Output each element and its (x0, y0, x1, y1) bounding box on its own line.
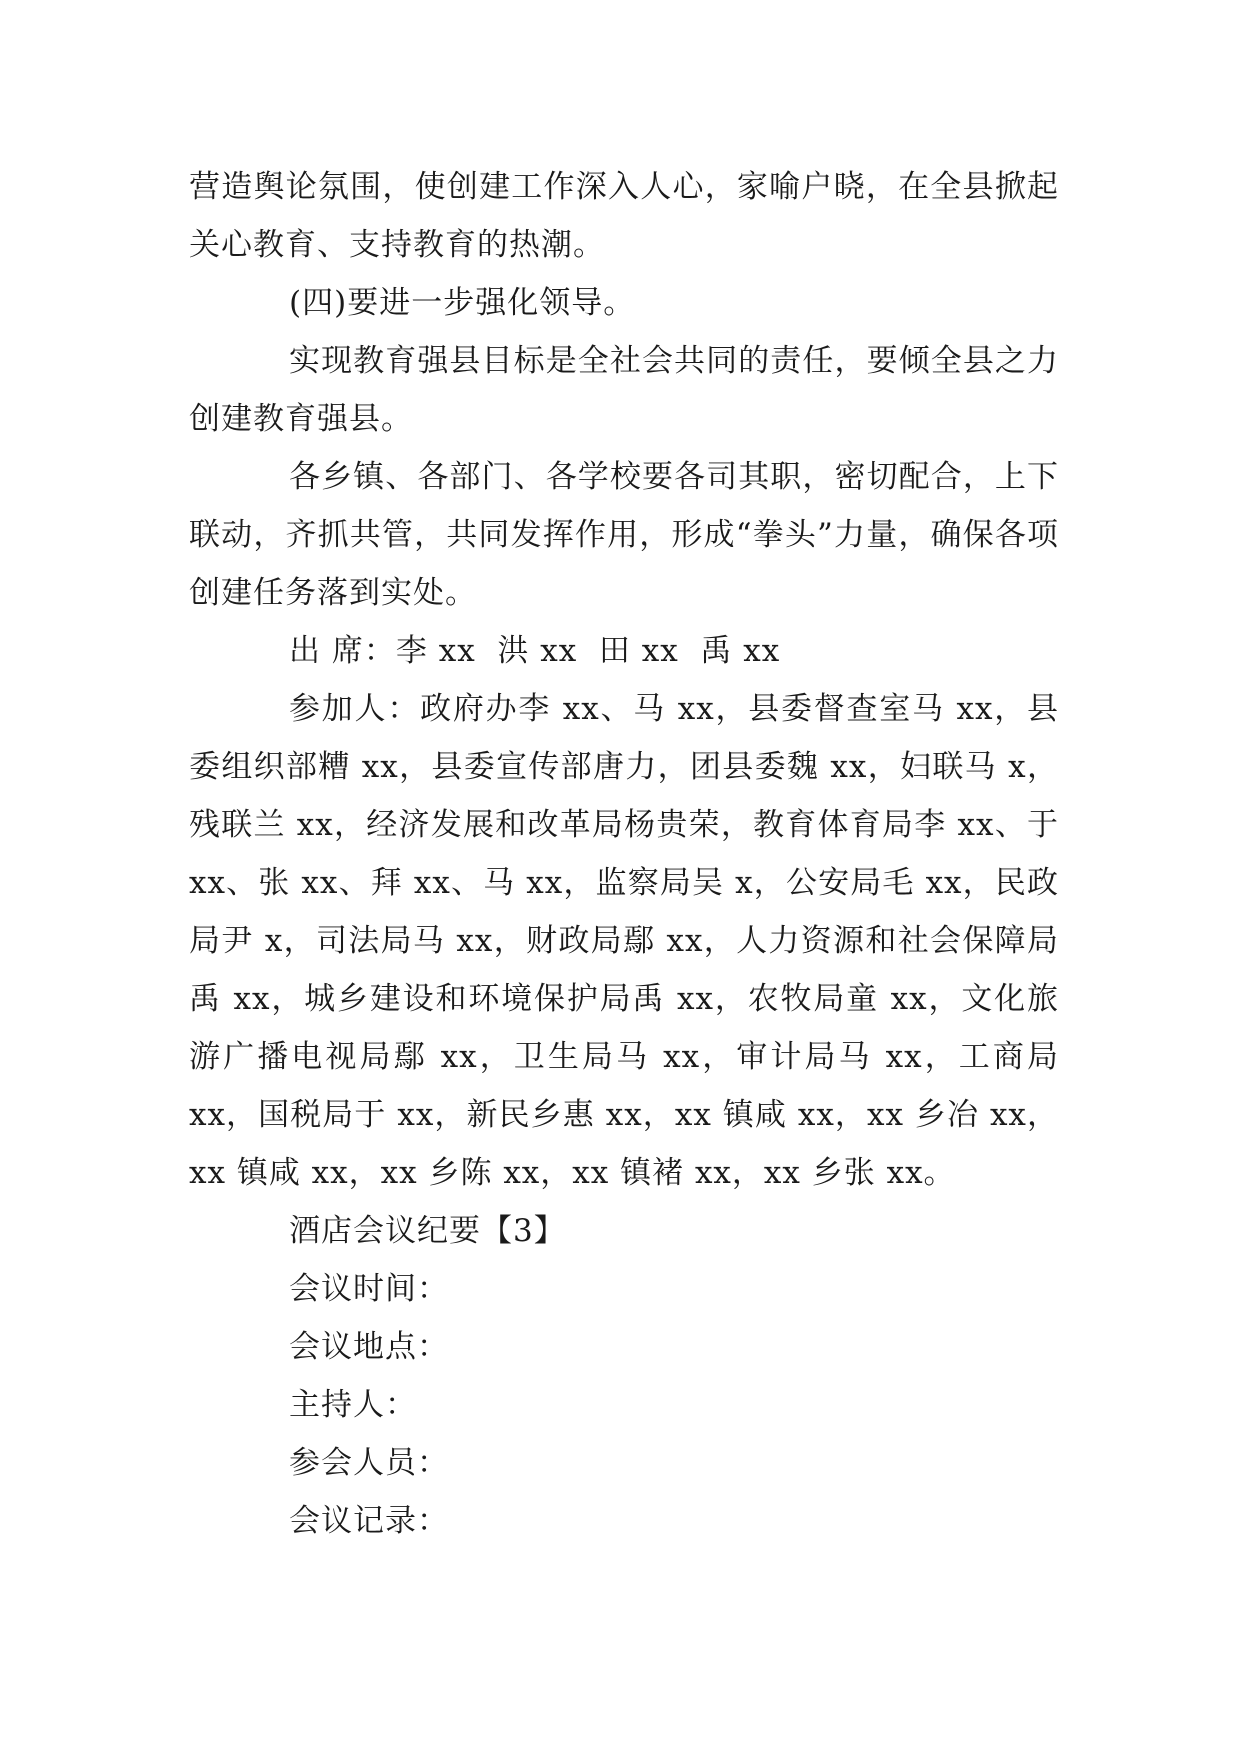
meeting-record-label: 会议记录： (289, 1503, 449, 1539)
paragraph-education-goal: 实现教育强县目标是全社会共同的责任，要倾全县之力创建教育强县。 (189, 343, 1059, 437)
attendees-line: 出 席：李 xx 洪 xx 田 xx 禹 xx (289, 633, 781, 669)
document-page (189, 158, 1059, 1550)
hotel-minutes-heading: 酒店会议纪要【3】 (289, 1213, 566, 1249)
participants-paragraph: 参加人：政府办李 xx、马 xx，县委督查室马 xx，县委组织部糟 xx，县委宣传部唐力，团县委魏 xx，妇联马 x，残联兰 xx，经济发展和改革局杨贵荣，教育体育局李 xx、于 xx、张 xx、拜 xx、马 xx，监察局吴 x，公安局毛 xx，民政局尹 x，司法局马 xx，财政局鄢 xx，人力资源和社会保障局禹 xx，城乡建设和环境保护局禹 xx，农牧局童 xx，文化旅游广播电视局鄢 xx，卫生局马 xx，审计局马 xx，工商局 xx，国税局于 xx，新民乡惠 xx，xx 镇咸 xx，xx 乡冶 xx，xx 镇咸 xx，xx 乡陈 xx，xx 镇褚 xx，xx 乡张 xx。 (189, 691, 1059, 1191)
meeting-time-label: 会议时间： (289, 1271, 449, 1307)
host-label: 主持人： (289, 1387, 417, 1423)
meeting-location-label: 会议地点： (289, 1329, 449, 1365)
paragraph-cooperation: 各乡镇、各部门、各学校要各司其职，密切配合，上下联动，齐抓共管，共同发挥作用，形成“拳头”力量，确保各项创建任务落到实处。 (189, 459, 1059, 611)
section-heading-strengthen-leadership: (四)要进一步强化领导。 (289, 285, 636, 321)
paragraph-opinion-atmosphere: 营造舆论氛围，使创建工作深入人心，家喻户晓，在全县掀起关心教育、支持教育的热潮。 (189, 169, 1059, 263)
participants-label: 参会人员： (289, 1445, 449, 1481)
